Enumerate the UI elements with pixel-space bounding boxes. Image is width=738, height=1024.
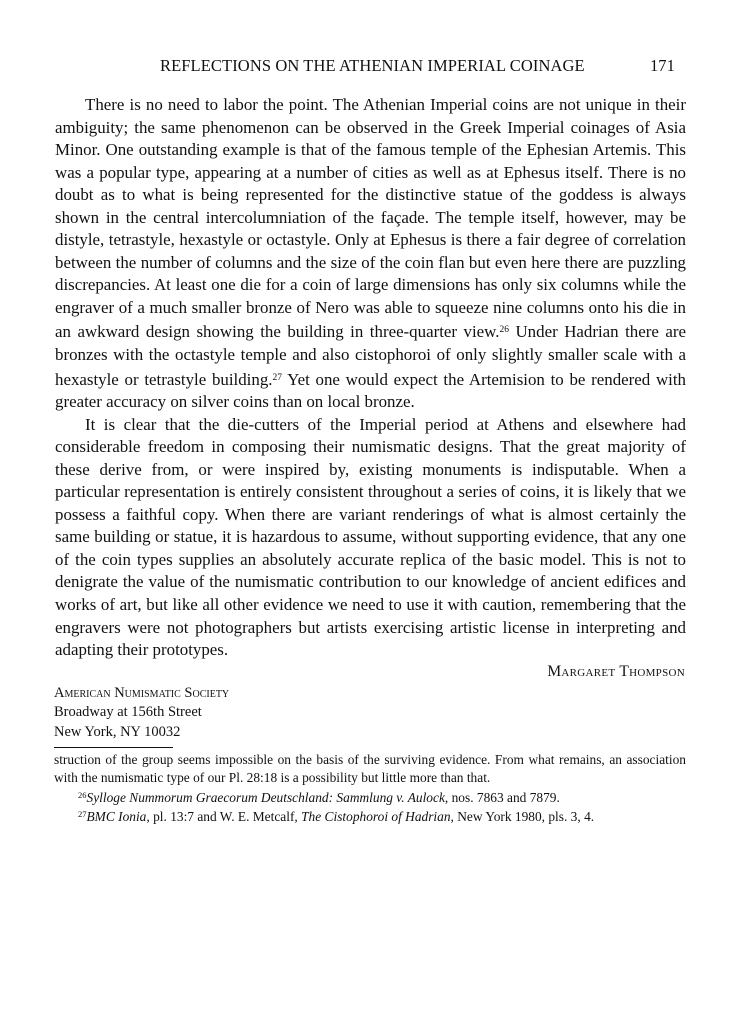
paragraph xyxy=(55,94,686,414)
footnote-number: 27 xyxy=(78,809,87,820)
paragraph-text: There is no need to labor the point. The Athenian Imperial coins are not unique in their ambiguity; the same phenomenon can be observed in the Greek Imperial coinages of Asia Minor. One outstanding example is that of the famous temple of the Ephesian Artemis. This was a popular type, appearing at a number of cities as well as at Ephesus itself. There is no doubt as to what is being represented for the distinctive statue of the goddess is always shown in the central intercolumniation of the façade. The temple itself, however, may be distyle, tetrastyle, hexastyle or octastyle. Only at Ephesus is there a fair degree of correlation between the number of columns and the size of the coin flan but even here there are puzzling discrepancies. At least one die for a coin of large dimensions has only six columns while the engraver of a much smaller bronze of Nero was able to squeeze nine columns onto his die in an awkward design showing the building in three-quarter view. xyxy=(55,95,686,342)
author-affiliation xyxy=(54,684,229,742)
footnotes xyxy=(54,751,686,826)
footnote xyxy=(54,787,686,807)
author-signature: Margaret Thompson xyxy=(547,663,685,680)
footnote-citation-title: Sylloge Nummorum Graecorum Deutschland: Sammlung v. Aulock xyxy=(86,789,445,805)
footnote xyxy=(54,806,686,826)
page-number: 171 xyxy=(649,56,675,75)
footnote-text: , nos. 7863 and 7879. xyxy=(444,789,560,805)
running-header xyxy=(160,56,675,78)
footnote-text: , pl. 13:7 and W. E. Metcalf, xyxy=(146,809,302,825)
affiliation-city: New York, NY 10032 xyxy=(54,723,181,740)
paragraph xyxy=(55,414,686,662)
body-text xyxy=(55,94,686,662)
footnote-ref[interactable]: 27 xyxy=(272,372,282,383)
paragraph-text: Yet one would expect the Artemision to be rendered with greater accuracy on silver coins than on local bronze. xyxy=(55,369,686,412)
footnote-text: , New York 1980, pls. 3, 4. xyxy=(450,809,595,825)
footnote-citation-title: The Cistophoroi of Hadrian xyxy=(301,809,451,825)
affiliation-organization: American Numismatic Society xyxy=(54,685,230,701)
footnote-divider xyxy=(54,747,173,748)
paragraph-text: It is clear that the die-cutters of the Imperial period at Athens and elsewhere had considerable freedom in composing their numismatic designs. That the great majority of these derive from, or were inspired by, existing monuments is indisputable. When a particular representation is entirely consistent throughout a series of coins, it is likely that we possess a faithful copy. When there are variant renderings of what is almost certainly the same building or statue, it is hazardous to assume, without supporting evidence, that any one of the coin types supplies an absolutely accurate replica of the basic model. This is not to denigrate the value of the numismatic contribution to our knowledge of ancient edifices and works of art, but like all other evidence we need to use it with caution, remembering that the engravers were not photographers but artists exercising artistic license in interpreting and adapting their prototypes. xyxy=(55,414,686,660)
footnote-number: 26 xyxy=(78,789,87,800)
footnote-continuation: struction of the group seems impossible on the basis of the surviving evidence. From what remains, an association with the numismatic type of our Pl. 28:18 is a possibility but little more than that. xyxy=(54,752,686,785)
paragraph-text: Under Hadrian there are bronzes with the octastyle temple and also cistophoroi of only slightly smaller scale with a hexastyle or tetrastyle building. xyxy=(55,322,686,389)
footnote-ref[interactable]: 26 xyxy=(499,325,509,336)
footnote-citation-title: BMC Ionia xyxy=(86,809,147,825)
affiliation-street: Broadway at 156th Street xyxy=(54,704,202,721)
running-title: REFLECTIONS ON THE ATHENIAN IMPERIAL COINAGE xyxy=(160,56,585,75)
